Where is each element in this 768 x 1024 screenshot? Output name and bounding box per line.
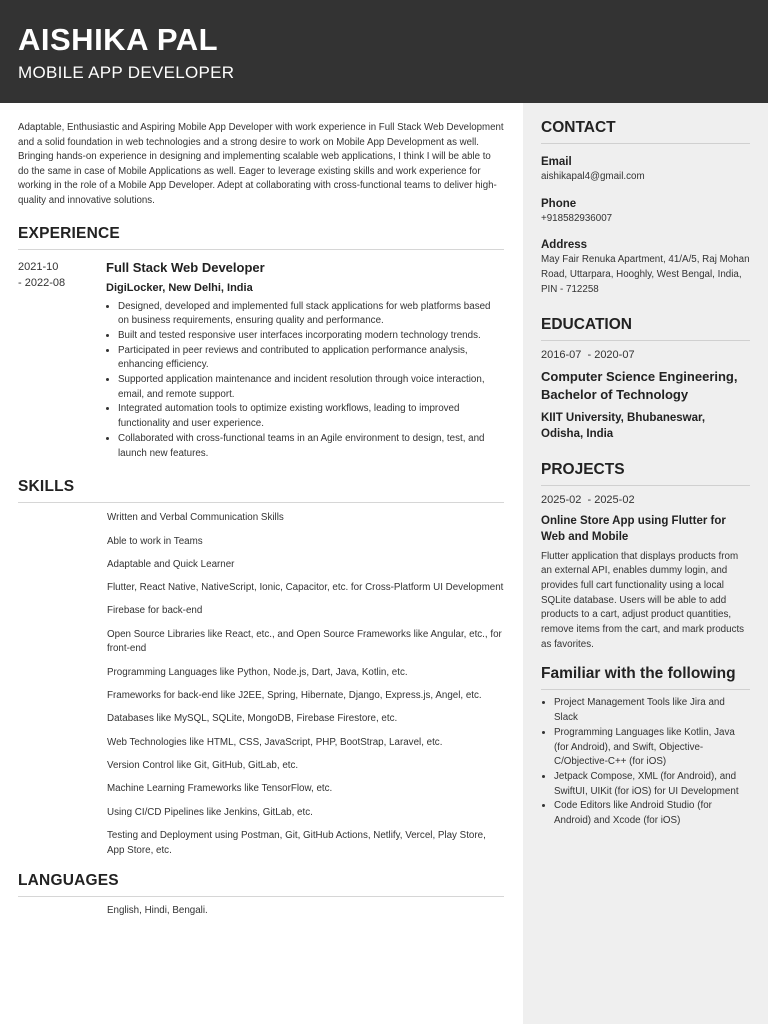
experience-start-date: 2021-10 [18, 260, 59, 273]
familiar-section [541, 665, 750, 828]
skill-item: Written and Verbal Communication Skills [107, 512, 284, 524]
skill-item: Testing and Deployment using Postman, Git, GitHub Actions, Netlify, Vercel, Play Store, App Store, etc. [107, 829, 486, 856]
skill-item: Web Technologies like HTML, CSS, JavaScript, PHP, BootStrap, Laravel, etc. [107, 736, 443, 748]
list-item: • Designed, developed and implemented full stack applications for web platforms based on business requirements, ensuring quality and performance. [118, 300, 504, 329]
resume-header [0, 0, 768, 103]
list-item: • Collaborated with cross-functional teams in an Agile environment to design, test, and launch new features. [118, 432, 504, 461]
list-item: • Integrated automation tools to optimize existing workflows, leading to improved functionality and user experience. [118, 402, 504, 431]
list-item: • Supported application maintenance and incident resolution through voice interaction, email, and remote support. [118, 373, 504, 402]
experience-item [18, 259, 504, 462]
education-dates: 2016-07 - 2020-07 [541, 348, 635, 361]
experience-bullets [106, 300, 504, 462]
project-dates: 2025-02 - 2025-02 [541, 493, 635, 506]
familiar-list [541, 696, 750, 828]
skill-item: Adaptable and Quick Learner [107, 558, 235, 570]
address-label: Address [541, 239, 588, 252]
phone-value: +918582936007 [541, 212, 613, 224]
experience-dates [18, 259, 106, 462]
education-degree: Computer Science Engineering, Bachelor of Technology [541, 368, 738, 402]
skills-section [18, 478, 504, 858]
list-item: • Built and tested responsive user interfaces incorporating modern technology trends. [118, 329, 504, 344]
languages-section [18, 872, 504, 916]
phone-label: Phone [541, 197, 577, 210]
list-item: • Project Management Tools like Jira and Slack [554, 696, 750, 725]
familiar-heading: Familiar with the following [541, 665, 750, 690]
contact-heading: CONTACT [541, 119, 750, 144]
sidebar [523, 103, 768, 1024]
project-name: Online Store App using Flutter for Web and Mobile [541, 514, 726, 543]
skills-heading: SKILLS [18, 478, 504, 503]
skill-item: Databases like MySQL, SQLite, MongoDB, Firebase Firestore, etc. [107, 713, 398, 725]
main-column [18, 103, 504, 916]
experience-section [18, 225, 504, 462]
contact-section [541, 119, 750, 298]
experience-heading: EXPERIENCE [18, 225, 504, 250]
education-section [541, 316, 750, 442]
skill-item: Frameworks for back-end like J2EE, Spring, Hibernate, Django, Express.js, Angel, etc. [107, 690, 482, 702]
skill-item: Flutter, React Native, NativeScript, Ionic, Capacitor, etc. for Cross-Platform UI Development [107, 582, 504, 594]
candidate-name: AISHIKA PAL [18, 22, 219, 57]
languages-heading: LANGUAGES [18, 872, 504, 897]
list-item: • Jetpack Compose, XML (for Android), and SwiftUI, UIKit (for iOS) for UI Development [554, 770, 750, 799]
skill-item: Open Source Libraries like React, etc., and Open Source Frameworks like Angular, etc., for front-end [107, 628, 502, 655]
project-description: Flutter application that displays products from an external API, enables dummy login, and provides full cart functionality using a local SQLite database. Users will be able to add products to a cart, adjust product quantities, remove items from the cart, and mark products as favorites. [541, 550, 745, 650]
education-school: KIIT University, Bhubaneswar, Odisha, India [541, 411, 706, 440]
skill-item: Using CI/CD Pipelines like Jenkins, GitLab, etc. [107, 806, 313, 818]
skill-item: Firebase for back-end [107, 605, 203, 617]
experience-end-date: - 2022-08 [18, 276, 66, 289]
address-value: May Fair Renuka Apartment, 41/A/5, Raj Mohan Road, Uttarpara, Hooghly, West Bengal, India, PIN - 712258 [541, 254, 750, 295]
skill-item: Able to work in Teams [107, 535, 203, 547]
list-item: • Programming Languages like Kotlin, Java (for Android), and Swift, Objective-C/Objective-C++ (for iOS) [554, 726, 750, 770]
profile-summary: Adaptable, Enthusiastic and Aspiring Mobile App Developer with work experience in Full Stack Web Development and a solid foundation in web technologies and a strong desire to work on Mobile App Development as well. Bringing hands-on experience in designing and implementing scalable web applications, I think I will be able to do the same in case of Mobile Applications as well. Eager to leverage existing skills and work experience for working in the role of a Mobile App Developer. Adept at collaborating with cross-functional teams to deliver high-quality and innovative solutions. [18, 122, 504, 206]
education-heading: EDUCATION [541, 316, 750, 341]
experience-company: DigiLocker, New Delhi, India [106, 281, 253, 294]
skill-item: Programming Languages like Python, Node.js, Dart, Java, Kotlin, etc. [107, 666, 408, 678]
projects-heading: PROJECTS [541, 461, 750, 486]
projects-section [541, 461, 750, 653]
skill-item: Machine Learning Frameworks like TensorFlow, etc. [107, 783, 333, 795]
skills-list [18, 511, 504, 858]
experience-role: Full Stack Web Developer [106, 259, 265, 275]
email-value: aishikapal4@gmail.com [541, 171, 645, 182]
skill-item: Version Control like Git, GitHub, GitLab, etc. [107, 759, 299, 771]
languages-value: English, Hindi, Bengali. [107, 905, 208, 917]
job-title: MOBILE APP DEVELOPER [18, 63, 235, 82]
list-item: • Participated in peer reviews and contributed to application performance analysis, enhancing efficiency. [118, 344, 504, 373]
email-label: Email [541, 156, 572, 168]
list-item: • Code Editors like Android Studio (for Android) and Xcode (for iOS) [554, 799, 750, 828]
